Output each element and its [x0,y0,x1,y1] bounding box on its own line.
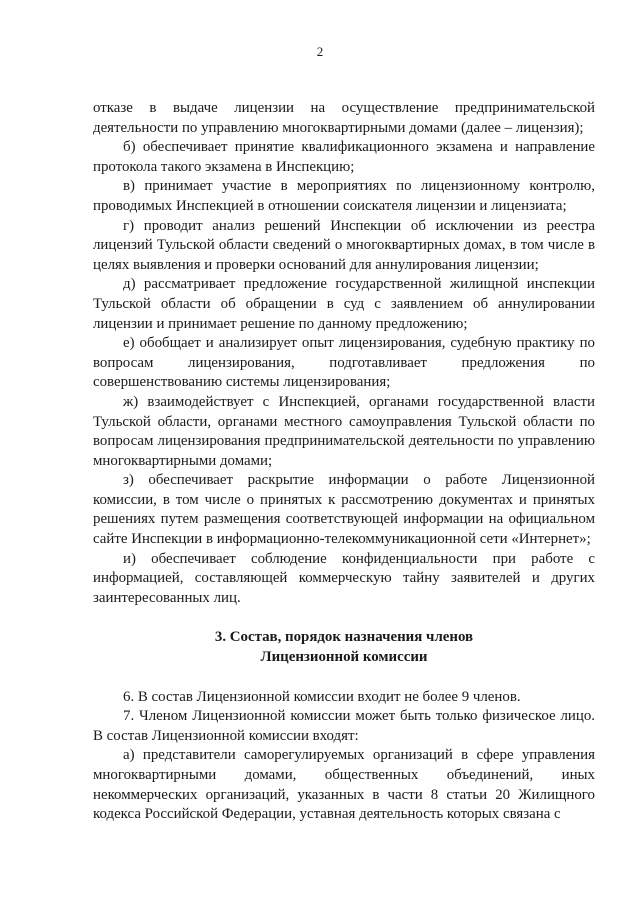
paragraph-item-zh: ж) взаимодействует с Инспекцией, органами государственной власти Тульской области, органами местного самоуправления Тульской области по вопросам лицензирования предпринимательской деятельности по управлению многоквартирными домами; [93,393,595,469]
paragraph-item-v: в) принимает участие в мероприятиях по лицензионному контролю, проводимых Инспекцией в отношении соискателя лицензии и лицензиата; [93,178,595,214]
paragraph-clause-6: 6. В состав Лицензионной комиссии входит не более 9 членов. [123,688,521,705]
paragraph-item-i: и) обеспечивает соблюдение конфиденциальности при работе с информацией, составляющей коммерческую тайну заявителей и других заинтересованных лиц. [93,550,595,606]
paragraph-clause-7: 7. Членом Лицензионной комиссии может быть только физическое лицо. В состав Лицензионной комиссии входят: [93,708,595,744]
section-heading [93,628,595,667]
section-heading-line1: 3. Состав, порядок назначения членов [214,629,474,646]
paragraph-item-a: а) представители саморегулируемых организаций в сфере управления многоквартирными домами, общественных объединений, иных некоммерческих организаций, указанных в части 8 статьи 20 Жилищного кодекса Российской Федерации, уставная деятельность которых связана с [93,747,595,823]
paragraph-item-b: б) обеспечивает принятие квалификационного экзамена и направление протокола такого экзамена в Инспекцию; [93,139,595,175]
paragraph-item-g: г) проводит анализ решений Инспекции об исключении из реестра лицензий Тульской области сведений о многоквартирных домах, в том числе в целях выявления и проверки оснований для аннулирования лицензии; [93,217,595,273]
paragraph-continuation: отказе в выдаче лицензии на осуществление предпринимательской деятельности по управлению многоквартирными домами (далее – лицензия); [93,100,595,136]
paragraph-item-e: е) обобщает и анализирует опыт лицензирования, судебную практику по вопросам лицензирования, подготавливает предложения по совершенствованию системы лицензирования; [93,335,595,391]
paragraph-item-z: з) обеспечивает раскрытие информации о работе Лицензионной комиссии, в том числе о принятых к рассмотрению документах и принятых решениях путем размещения соответствующей информации на официальном сайте Инспекции в информационно-телекоммуникационной сети «Интернет»; [93,472,595,548]
paragraph-item-d: д) рассматривает предложение государственной жилищной инспекции Тульской области об обращении в суд с заявлением об аннулировании лицензии и принимает решение по данному предложению; [93,276,595,332]
section-heading-line2: Лицензионной комиссии [260,649,428,666]
document-body [93,99,595,825]
page-number: 2 [316,44,324,59]
